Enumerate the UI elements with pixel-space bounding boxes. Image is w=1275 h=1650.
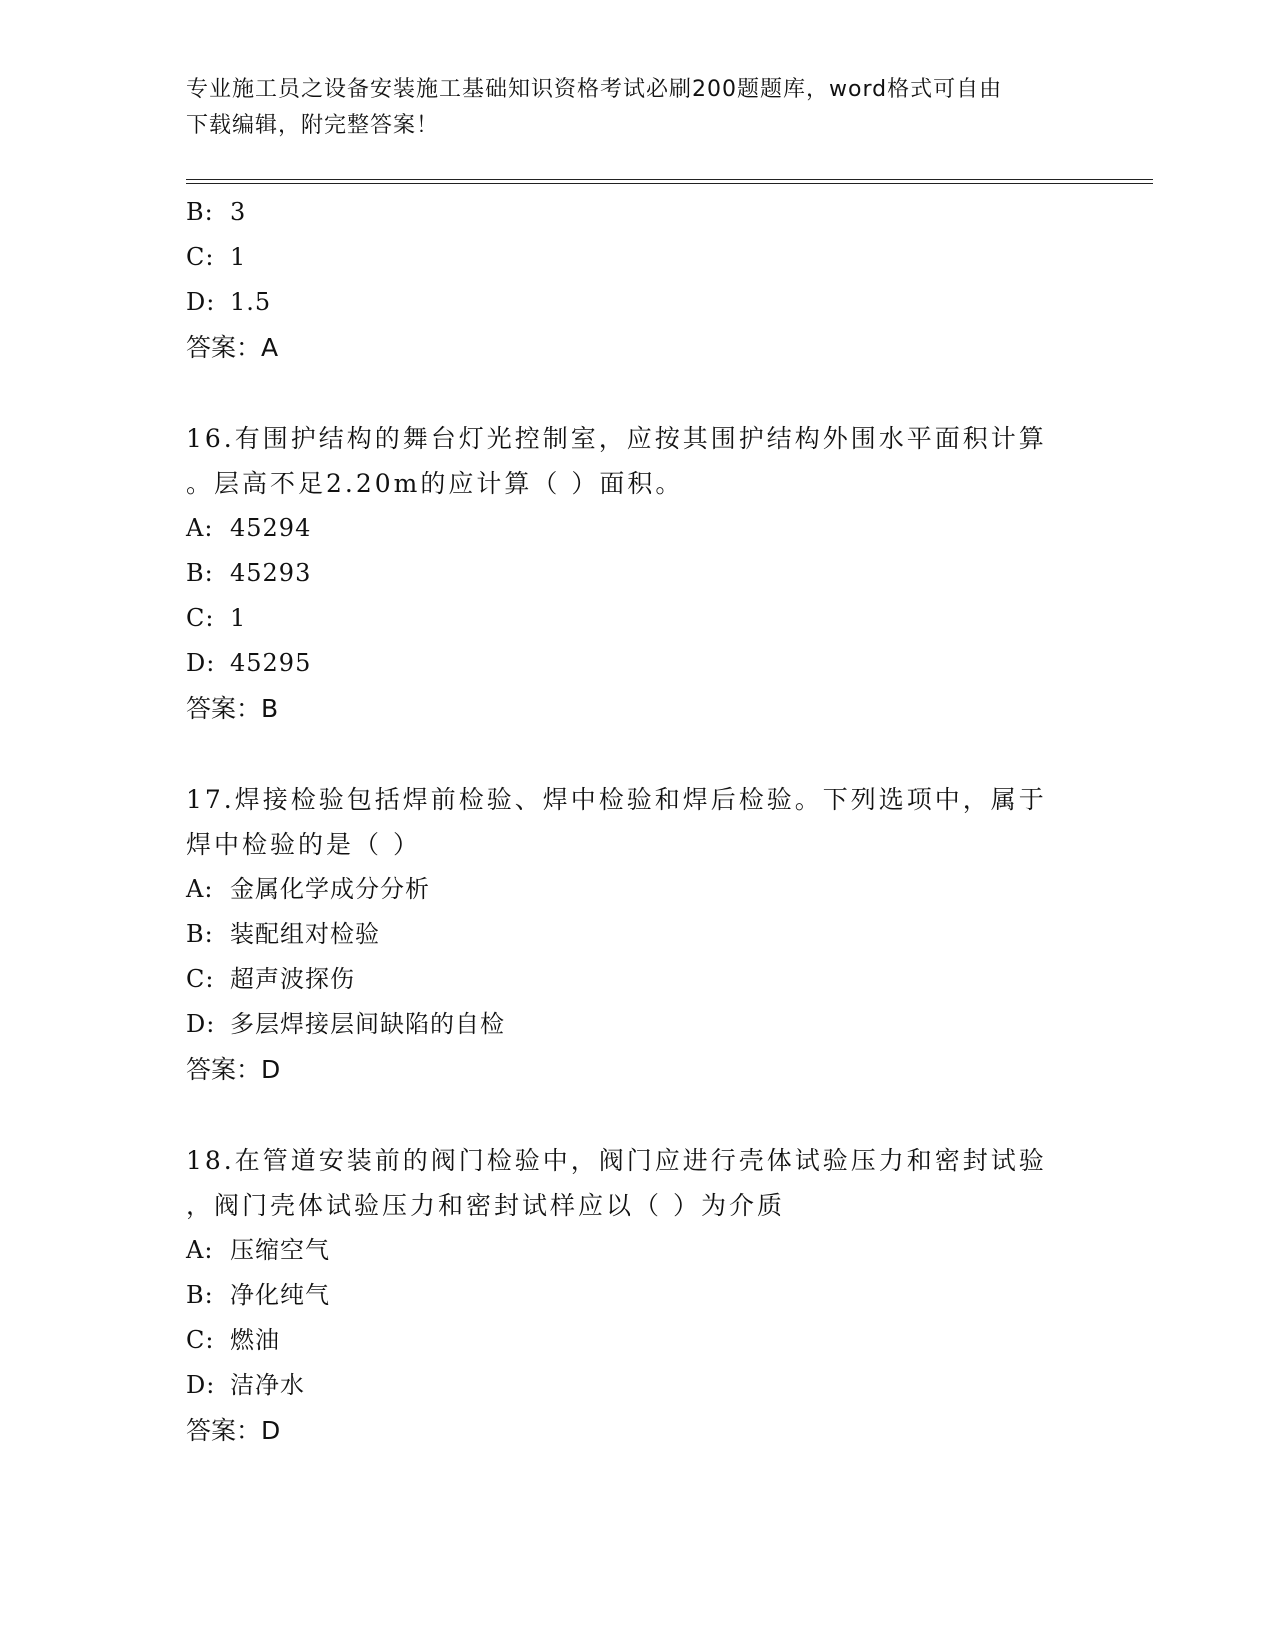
question-text-line: ，阀门壳体试验压力和密封试样应以（ ）为介质 bbox=[186, 1191, 785, 1220]
question-17 bbox=[186, 777, 1086, 1092]
header-divider-top bbox=[186, 179, 1153, 180]
option-row: C: 1 bbox=[186, 604, 247, 632]
question-text-line: 焊中检验的是（ ） bbox=[186, 830, 421, 859]
header-line-1: 专业施工员之设备安装施工基础知识资格考试必刷200题题库，word格式可自由 bbox=[186, 77, 1003, 102]
header-divider-bottom bbox=[186, 183, 1153, 184]
question-16 bbox=[186, 416, 1086, 731]
option-row: C: 1 bbox=[186, 243, 247, 271]
option-row: B: 装配组对检验 bbox=[186, 920, 380, 948]
option-row: D: 多层焊接层间缺陷的自检 bbox=[186, 1010, 505, 1038]
option-row: C: 燃油 bbox=[186, 1326, 280, 1354]
option-row: B: 3 bbox=[186, 198, 247, 226]
question-list bbox=[186, 190, 1086, 1453]
question-text-line: 16.有围护结构的舞台灯光控制室，应按其围护结构外围水平面积计算 bbox=[186, 424, 1047, 453]
option-row: D: 洁净水 bbox=[186, 1371, 305, 1399]
question-18 bbox=[186, 1138, 1086, 1453]
question-text-line: 18.在管道安装前的阀门检验中，阀门应进行壳体试验压力和密封试验 bbox=[186, 1146, 1047, 1175]
answer-line: 答案：B bbox=[186, 694, 279, 723]
answer-line: 答案：A bbox=[186, 333, 279, 362]
document-header bbox=[186, 72, 1066, 144]
question-text-line: 17.焊接检验包括焊前检验、焊中检验和焊后检验。下列选项中，属于 bbox=[186, 785, 1047, 814]
carryover-block bbox=[186, 190, 1086, 370]
option-row: C: 超声波探伤 bbox=[186, 965, 355, 993]
question-text-line: 。层高不足2.20m的应计算（ ）面积。 bbox=[186, 469, 684, 498]
option-row: A: 45294 bbox=[186, 514, 312, 542]
answer-line: 答案：D bbox=[186, 1416, 281, 1445]
option-row: B: 净化纯气 bbox=[186, 1281, 330, 1309]
option-row: D: 45295 bbox=[186, 649, 312, 677]
answer-line: 答案：D bbox=[186, 1055, 281, 1084]
option-row: A: 金属化学成分分析 bbox=[186, 875, 430, 903]
header-line-2: 下载编辑，附完整答案！ bbox=[186, 113, 440, 138]
option-row: B: 45293 bbox=[186, 559, 312, 587]
option-row: D: 1.5 bbox=[186, 288, 272, 316]
option-row: A: 压缩空气 bbox=[186, 1236, 330, 1264]
